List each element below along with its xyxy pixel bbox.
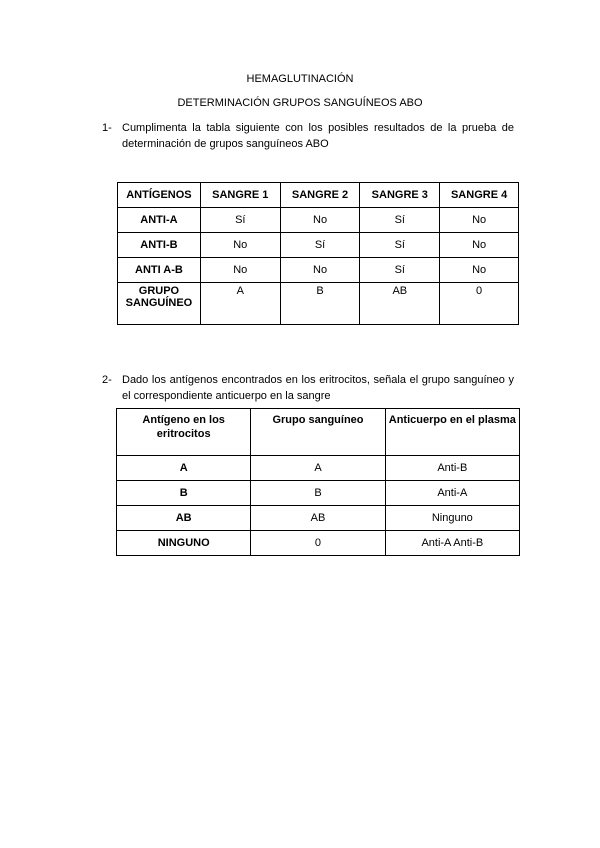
table-row-header: NINGUNO	[117, 531, 251, 556]
table-cell: AB	[360, 283, 440, 325]
table-row-header: B	[117, 481, 251, 506]
table-row	[117, 506, 520, 531]
antigen-antibody-table	[116, 408, 520, 556]
table-cell: A	[251, 456, 385, 481]
table-cell: Ninguno	[385, 506, 519, 531]
table-header-cell: SANGRE 3	[360, 183, 440, 208]
question-1	[102, 120, 514, 152]
table-header-cell: Antígeno en los eritrocitos	[117, 409, 251, 456]
table-cell: Anti-B	[385, 456, 519, 481]
question-2	[102, 372, 514, 404]
table-row	[117, 481, 520, 506]
table-row-header: GRUPO SANGUÍNEO	[118, 283, 201, 325]
table-row	[118, 258, 519, 283]
table-row-header: AB	[117, 506, 251, 531]
blood-type-results-table	[117, 182, 519, 325]
table-row	[117, 456, 520, 481]
table-header-cell: SANGRE 1	[200, 183, 280, 208]
table-cell: Sí	[360, 258, 440, 283]
table-cell: No	[440, 258, 519, 283]
table-cell: B	[251, 481, 385, 506]
table-cell: No	[280, 258, 360, 283]
question-2-number: 2-	[102, 374, 112, 386]
table-cell: 0	[440, 283, 519, 325]
table-header-cell: SANGRE 2	[280, 183, 360, 208]
table-header-cell: SANGRE 4	[440, 183, 519, 208]
table-cell: Anti-A Anti-B	[385, 531, 519, 556]
table-cell: No	[280, 208, 360, 233]
table-cell: Sí	[200, 208, 280, 233]
table-cell: No	[440, 233, 519, 258]
table-header-cell: Grupo sanguíneo	[251, 409, 385, 456]
table-cell: Sí	[280, 233, 360, 258]
page-title: HEMAGLUTINACIÓN	[246, 73, 354, 85]
table-row	[118, 208, 519, 233]
question-1-number: 1-	[102, 122, 112, 134]
table-row-header: ANTI-A	[118, 208, 201, 233]
table-row-header: ANTI A-B	[118, 258, 201, 283]
table-row-header: ANTI-B	[118, 233, 201, 258]
table-row	[118, 233, 519, 258]
page-subtitle: DETERMINACIÓN GRUPOS SANGUÍNEOS ABO	[177, 97, 423, 109]
table-cell: AB	[251, 506, 385, 531]
table-row	[118, 283, 519, 325]
table-cell: 0	[251, 531, 385, 556]
table-row-header: A	[117, 456, 251, 481]
table-row	[117, 531, 520, 556]
table-cell: No	[440, 208, 519, 233]
table-header-row	[118, 183, 519, 208]
table-cell: Anti-A	[385, 481, 519, 506]
question-1-text: Cumplimenta la tabla siguiente con los posibles resultados de la prueba de determinación de grupos sanguíneos ABO	[122, 122, 514, 150]
table-header-cell: Anticuerpo en el plasma	[385, 409, 519, 456]
table-cell: Sí	[360, 233, 440, 258]
table-cell: A	[200, 283, 280, 325]
table-cell: B	[280, 283, 360, 325]
table-header-row	[117, 409, 520, 456]
table-header-cell: ANTÍGENOS	[118, 183, 201, 208]
table-cell: Sí	[360, 208, 440, 233]
question-2-text: Dado los antígenos encontrados en los eritrocitos, señala el grupo sanguíneo y el correspondiente anticuerpo en la sangre	[122, 374, 514, 402]
table-cell: No	[200, 233, 280, 258]
table-cell: No	[200, 258, 280, 283]
